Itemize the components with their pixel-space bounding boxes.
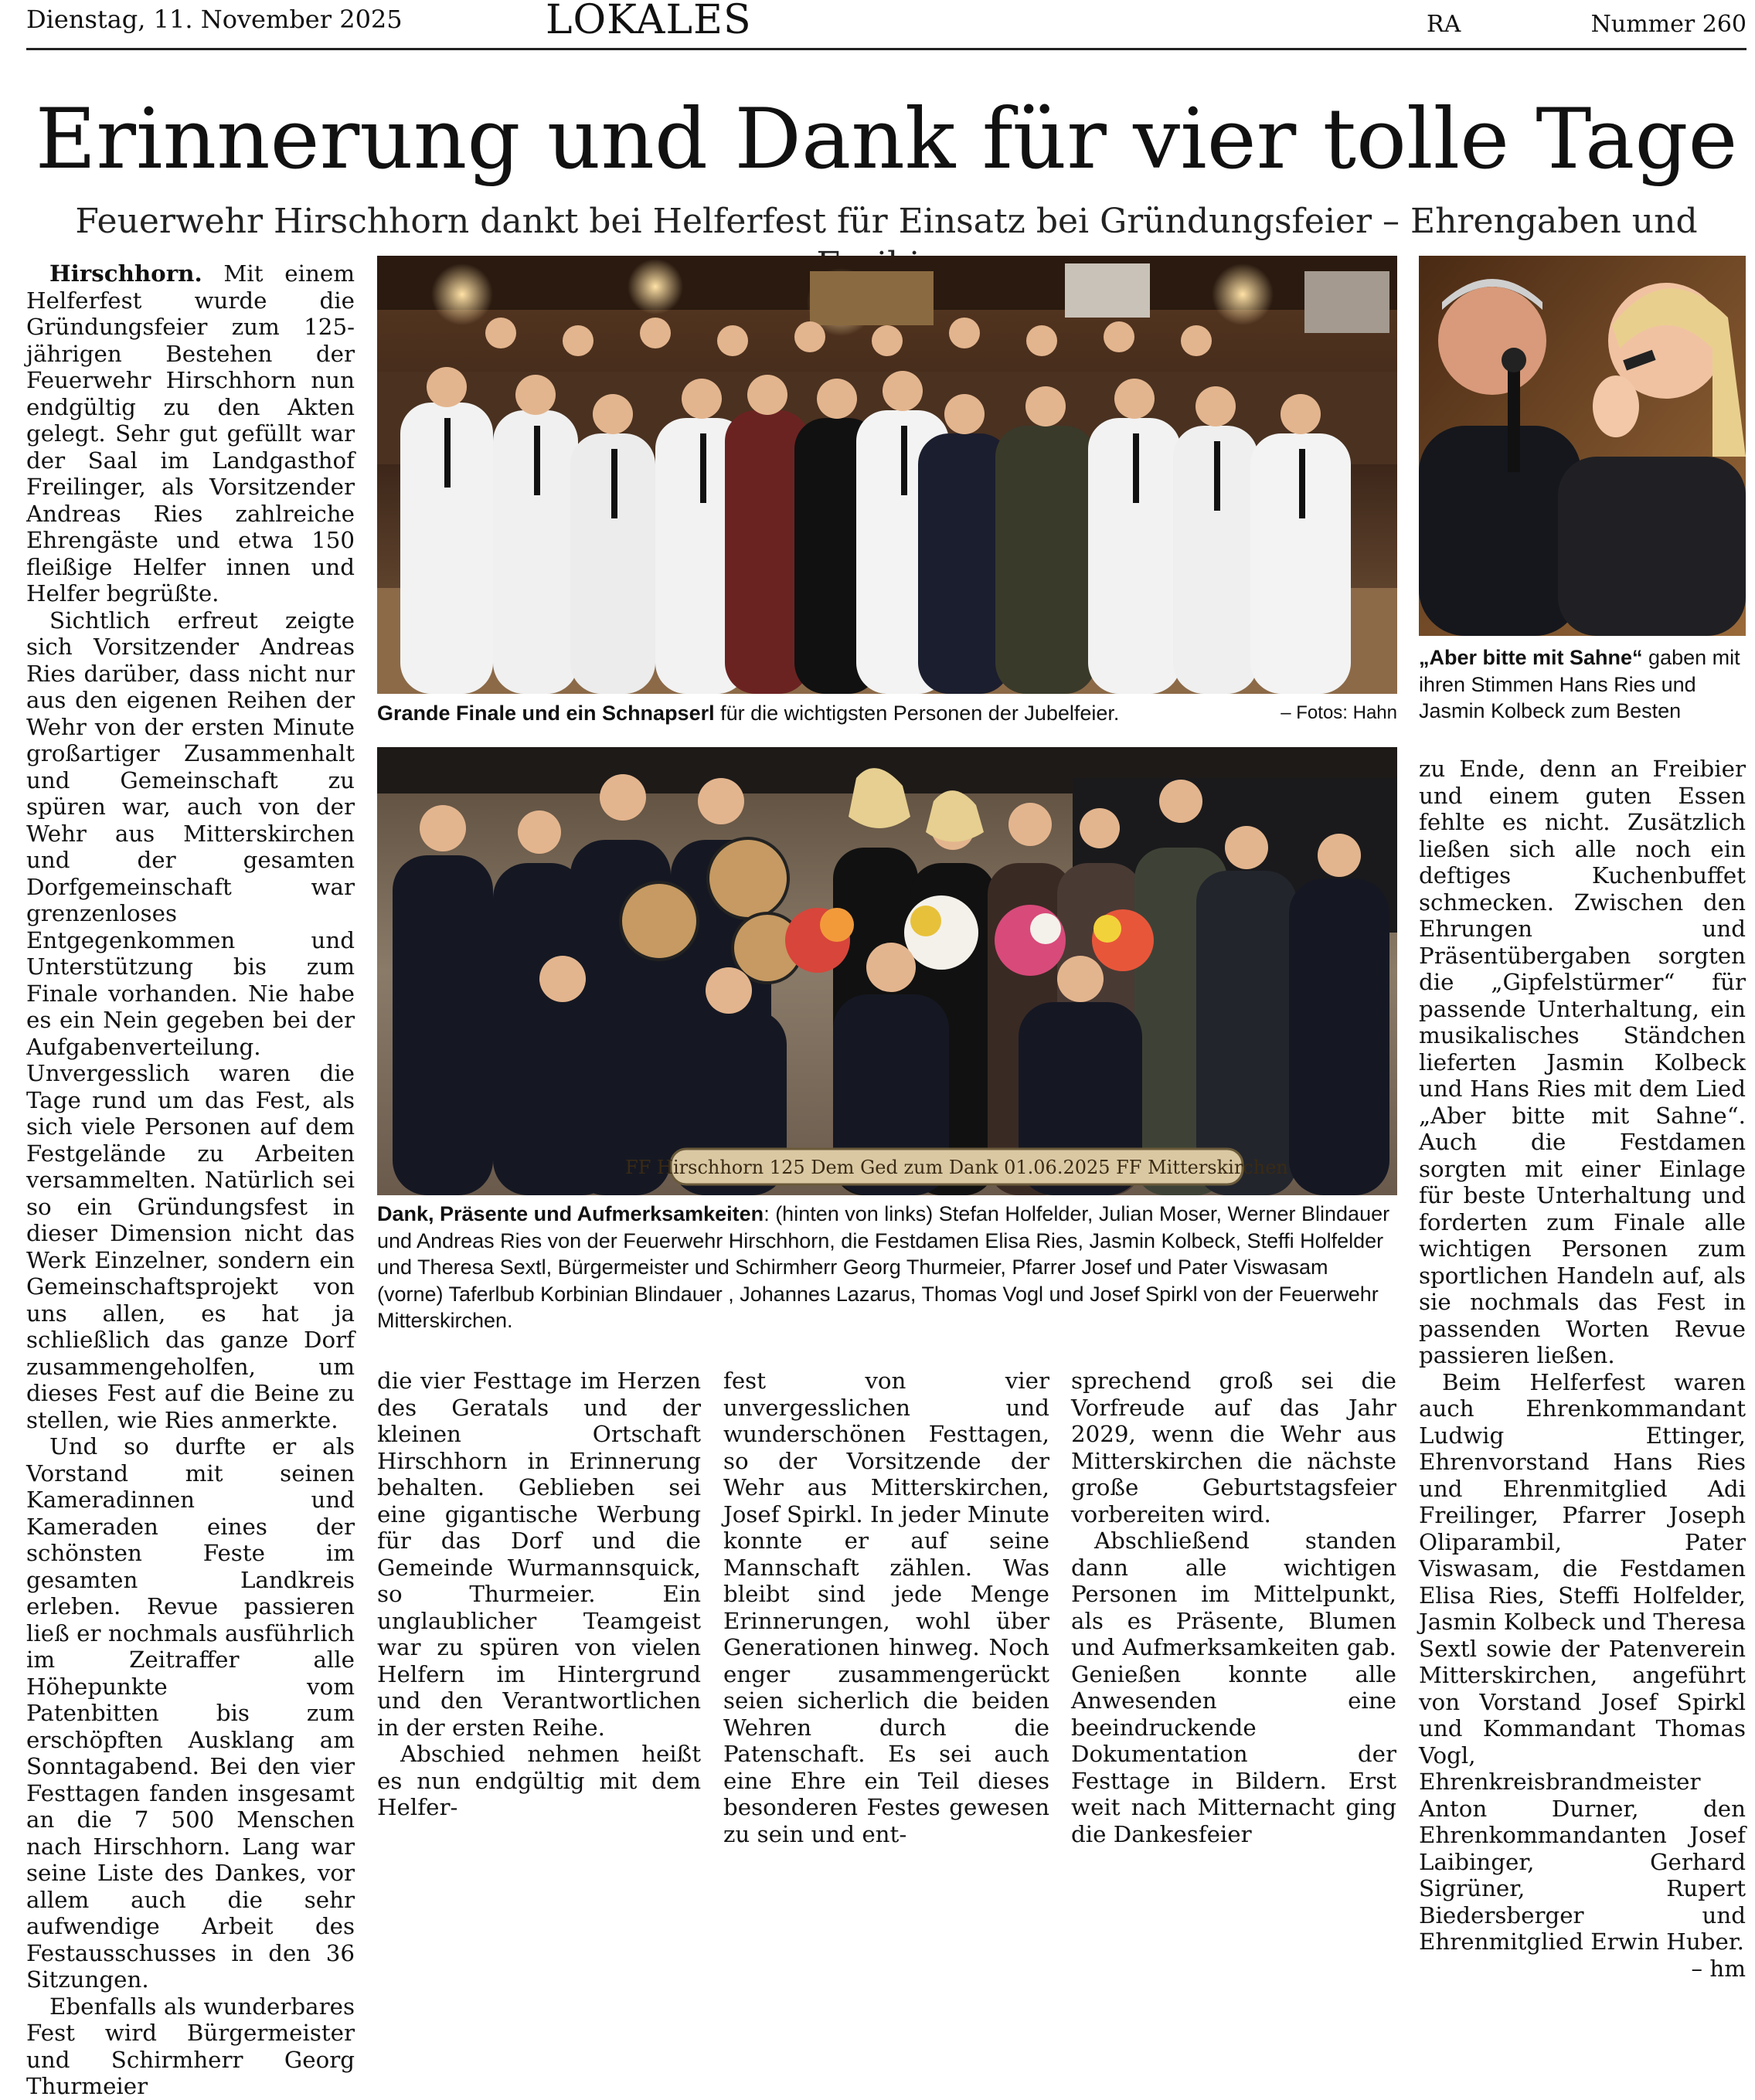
article-paragraph: Und so durfte er als Vorstand mit seinen Kameradinnen und Kameraden eines der schönsten Feste im gesamten Landkreis erleben. Revue passieren ließ er nochmals ausführlich im Zeitraffer alle Höhepunkte vom Patenbitten bis zum erschöpften Ausklang am Sonntagabend. Bei den vier Festtagen fanden insgesamt an die 7 500 Menschen nach Hirschhorn. Lang war seine Liste des Dankes, vor allem auch die sehr aufwendige Arbeit des Festausschusses in den 36 Sitzungen.: [26, 1433, 355, 1993]
section-title: LOKALES: [546, 0, 752, 43]
dateline: Hirschhorn.: [49, 260, 202, 287]
article-column-right: [1419, 756, 1746, 1982]
page-header: [26, 0, 1746, 50]
article-column-bottom-2: [723, 1368, 1049, 1847]
photo-credit: – Fotos: Hahn: [1281, 702, 1397, 723]
author-signature: – hm: [1691, 1955, 1746, 1982]
scroll-inscription: FF Hirschhorn 125 Dem Ged zum Dank 01.06.2025 FF Mitterskirchen: [625, 1157, 1288, 1178]
photo-gift-presentation: [377, 747, 1397, 1195]
article-paragraph: die vier Festtage im Herzen des Geratals und der kleinen Ortschaft Hirschhorn in Erinnerung behalten. Geblieben sei eine gigantische Werbung für das Dorf und die Gemeinde Wurmannsquick, so Thurmeier. Ein unglaublicher Teamgeist war zu spüren von vielen Helfern im Hintergrund und den Verantwortlichen in der ersten Reihe.: [377, 1368, 701, 1741]
photo-group-toast: [377, 256, 1397, 694]
issue-date: Dienstag, 11. November 2025: [26, 5, 403, 34]
photo-caption-right: „Aber bitte mit Sahne“ gaben mit ihren Stimmen Hans Ries und Jasmin Kolbeck zum Besten: [1419, 646, 1740, 723]
article-paragraph: zu Ende, denn an Freibier und einem guten Essen fehlte es nicht. Zusätzlich ließen sich alle noch ein deftiges Kuchenbuffet schmecken. Zwischen den Ehrungen und Präsentübergaben sorgten die „Gipfelstürmer“ für passende Unterhaltung, ein musikalisches Ständchen lieferten Jasmin Kolbeck und Hans Ries mit dem Lied „Aber bitte mit Sahne“. Auch die Festdamen sorgten mit einer Einlage für beste Unterhaltung und forderten zum Finale alle wichtigen Personen zum sportlichen Handeln auf, als sie nochmals das Fest in passenden Worten Revue passieren ließen.: [1419, 756, 1746, 1368]
issue-number: Nummer 260: [1590, 11, 1746, 38]
article-paragraph: Hirschhorn. Mit einem Helferfest wurde die Gründungsfeier zum 125-jährigen Bestehen der Feuerwehr Hirschhorn nun endgültig zu den Akten gelegt. Sehr gut gefüllt war der Saal im Landgasthof Freilinger, als Vorsitzender Andreas Ries zahlreiche Ehrengäste und etwa 150 fleißige Helfer innen und Helfer begrüßte.: [26, 260, 355, 607]
photo-caption-top: Grande Finale und ein Schnapserl für die wichtigsten Personen der Jubelfeier. – Fotos: Hahn: [377, 700, 1397, 727]
article-paragraph: Ebenfalls als wunderbares Fest wird Bürgermeister und Schirmherr Georg Thurmeier: [26, 1993, 355, 2099]
article-paragraph: Beim Helferfest waren auch Ehrenkommandant Ludwig Ettinger, Ehrenvorstand Hans Ries und Ehrenmitglied Adi Freilinger, Pfarrer Joseph Oliparambil, Pater Viswasam, die Festdamen Elisa Ries, Steffi Holfelder, Jasmin Kolbeck und Theresa Sextl sowie der Patenverein Mitterskirchen, angeführt von Vorstand Josef Spirkl und Kommandant Thomas Vogl, Ehrenkreisbrandmeister Anton Durner, den Ehrenkommandanten Josef Laibinger, Gerhard Sigrüner, Rupert Biedersberger und Ehrenmitglied Erwin Huber. – hm: [1419, 1368, 1746, 1982]
photo-singers: [1419, 256, 1746, 636]
edition-label: RA: [1427, 11, 1461, 38]
subheadline: Feuerwehr Hirschhorn dankt bei Helferfest für Einsatz bei Gründungsfeier – Ehrengaben und: [75, 202, 1698, 241]
article-paragraph: fest von vier unvergesslichen und wunderschönen Festtagen, so der Vorsitzende der Wehr aus Mitterskirchen, Josef Spirkl. In jeder Minute konnte er auf seine Mannschaft zählen. Was bleibt sind jede Menge Erinnerungen, wohl über Generationen hinweg. Noch enger zusammengerückt seien sicherlich die beiden Wehren durch die Patenschaft. Es sei auch eine Ehre ein Teil dieses besonderen Festes gewesen zu sein und ent-: [723, 1368, 1049, 1847]
article-column-bottom-3: [1071, 1368, 1396, 1847]
article-column-left: [26, 260, 355, 2099]
article-paragraph: Abschließend standen dann alle wichtigen Personen im Mittelpunkt, als es Präsente, Blumen und Aufmerksamkeiten gab. Genießen konnte alle Anwesenden eine beeindruckende Dokumentation der Festtage in Bildern. Erst weit nach Mitternacht ging die Dankesfeier: [1071, 1527, 1396, 1847]
photo-caption-mid: Dank, Präsente und Aufmerksamkeiten: (hinten von links) Stefan Holfelder, Julian Moser, Werner Blindauer und Andreas Ries von der Feuerwehr Hirschhorn, die Festdamen Elisa Ries, Jasmin Kolbeck, Steffi Holfelder und Theresa Sextl, Bürgermeister und Schirmherr Georg Thurmeier, Pfarrer Josef und Pater Viswasam (vorne) Taferlbub Korbinian Blindauer , Johannes Lazarus, Thomas Vogl und Josef Spirkl von der Feuerwehr Mitterskirchen.: [377, 1202, 1390, 1333]
article-paragraph: Abschied nehmen heißt es nun endgültig mit dem Helfer-: [377, 1741, 701, 1820]
article-column-bottom-1: [377, 1368, 701, 1820]
article-paragraph: sprechend groß sei die Vorfreude auf das Jahr 2029, wenn die Wehr aus Mitterskirchen die nächste große Geburtstagsfeier vorbereiten wird.: [1071, 1368, 1396, 1527]
article-paragraph: Sichtlich erfreut zeigte sich Vorsitzender Andreas Ries darüber, dass nicht nur aus den eigenen Reihen der Wehr von der ersten Minute großartiger Zusammenhalt und Gemeinschaft zu spüren war, auch von der Wehr aus Mitterskirchen und der gesamten Dorfgemeinschaft war grenzenloses Entgegenkommen und Unterstützung bis zum Finale vorhanden. Nie habe es ein Nein gegeben bei der Aufgabenverteilung. Unvergesslich waren die Tage rund um das Fest, als sich viele Personen auf dem Festgelände zu Arbeiten versammelten. Natürlich sei so ein Gründungsfest in dieser Dimension nicht das Werk Einzelner, sondern ein Gemeinschaftsprojekt von uns allen, es hat ja schließlich das ganze Dorf zusammengeholfen, um dieses Fest auf die Beine zu stellen, wie Ries anmerkte.: [26, 607, 355, 1433]
headline: Erinnerung und Dank für vier tolle Tage: [35, 91, 1738, 188]
